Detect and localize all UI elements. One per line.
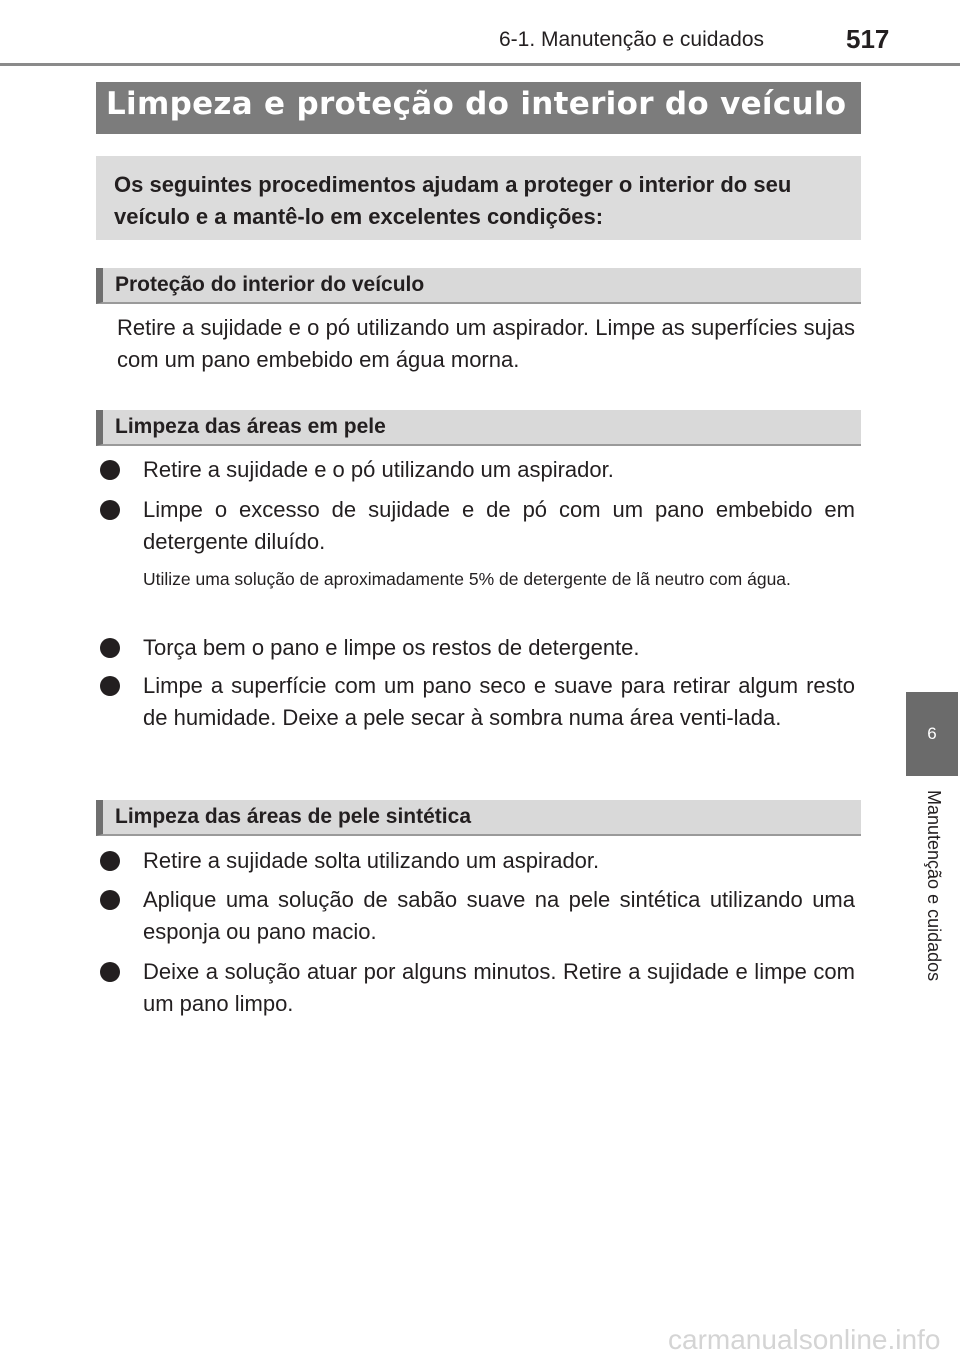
list-item-text: Aplique uma solução de sabão suave na pele sintética utilizando uma esponja ou pano macio. (143, 887, 855, 944)
list-item-text: Limpe a superfície com um pano seco e suave para retirar algum resto de humidade. Deixe a pele secar à sombra numa área venti-lada. (143, 673, 855, 730)
bullet-icon (100, 962, 120, 982)
page-title: Limpeza e proteção do interior do veículo (106, 86, 847, 122)
chapter-section-title: 6-1. Manutenção e cuidados (498, 28, 764, 51)
bullet-icon (100, 676, 120, 696)
chapter-tab-number: 6 (927, 724, 937, 743)
list-item (100, 670, 855, 734)
list-item (100, 884, 855, 948)
chapter-tab (906, 692, 958, 776)
list-item (100, 632, 855, 664)
bullet-icon (100, 460, 120, 480)
chapter-tab-label: Manutenção e cuidados (924, 790, 944, 982)
interior-protection-paragraph: Retire a sujidade e o pó utilizando um aspirador. Limpe as superfícies sujas com um pano embebido em água morna. (117, 315, 855, 372)
page-title-bar (96, 82, 861, 134)
leather-note: Utilize uma solução de aproximadamente 5% de detergente de lã neutro com água. (143, 569, 791, 589)
list-item-text: Torça bem o pano e limpe os restos de detergente. (143, 635, 640, 660)
section-heading-synthetic-leather: Limpeza das áreas de pele sintética (96, 800, 861, 836)
section-heading-leather: Limpeza das áreas em pele (96, 410, 861, 446)
bullet-icon (100, 500, 120, 520)
intro-box: Os seguintes procedimentos ajudam a proteger o interior do seu veículo e a mantê-lo em excelentes condições: (96, 156, 861, 240)
list-item-text: Retire a sujidade solta utilizando um aspirador. (143, 848, 600, 873)
page-header (0, 0, 960, 66)
list-item (100, 845, 855, 877)
page-number: 517 (846, 24, 890, 54)
bullet-icon (100, 638, 120, 658)
header-divider (0, 63, 960, 66)
list-item (100, 454, 855, 486)
watermark: carmanualsonline.info (668, 1324, 941, 1355)
list-item-text: Deixe a solução atuar por alguns minutos. Retire a sujidade e limpe com um pano limpo. (143, 959, 855, 1016)
section-heading-interior-protection: Proteção do interior do veículo (96, 268, 861, 304)
list-item (100, 494, 855, 558)
bullet-icon (100, 851, 120, 871)
list-item-text: Retire a sujidade e o pó utilizando um aspirador. (143, 457, 614, 482)
list-item (100, 956, 855, 1020)
list-item-text: Limpe o excesso de sujidade e de pó com um pano embebido em detergente diluído. (143, 497, 855, 554)
bullet-icon (100, 890, 120, 910)
